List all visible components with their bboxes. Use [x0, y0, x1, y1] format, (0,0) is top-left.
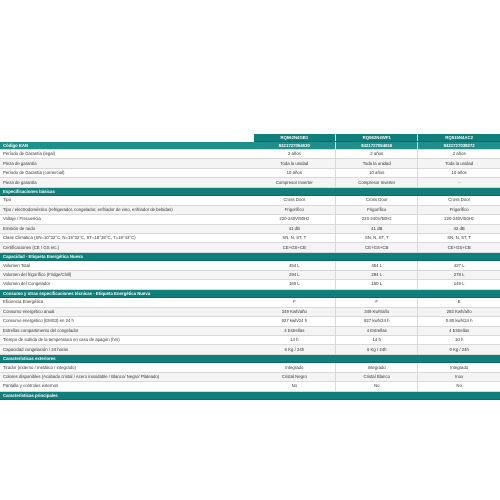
spec-value: F	[254, 298, 336, 307]
spec-value: 8421727038272	[418, 142, 500, 150]
spec-label: Tipo	[0, 196, 254, 205]
spec-label: Certificaciones (CE / GS etc.)	[0, 243, 254, 252]
spec-row	[0, 196, 500, 205]
spec-value: E	[418, 298, 500, 307]
spec-row	[0, 382, 500, 391]
spec-value: 2 años	[254, 150, 336, 159]
spec-value: 220-240V/50Hz	[418, 215, 500, 224]
spec-value: 149 L	[418, 280, 500, 289]
spec-value: 14 h	[254, 335, 336, 344]
spec-value: Compresor Inverter	[254, 178, 336, 187]
spec-label: Código EAN	[0, 142, 254, 150]
section-title: Consumo y otras especificaciones técnicas - Etiqueta Energética Nueva	[0, 289, 500, 298]
spec-value: 160 L	[254, 280, 336, 289]
spec-value: 9 Kg / 24h	[418, 345, 500, 354]
spec-label: Capacidad congelación / 24 horas	[0, 345, 254, 354]
spec-row	[0, 280, 500, 289]
spec-value: Toda la unidad	[336, 159, 418, 168]
spec-value: 160 L	[336, 280, 418, 289]
spec-value: 4 Estrellas	[418, 326, 500, 335]
ean-row	[0, 142, 500, 150]
spec-value: CE+GS+CB	[254, 243, 336, 252]
spec-value: Cross Door	[254, 196, 336, 205]
spec-value: 927 kwh/24 h	[254, 317, 336, 326]
spec-row	[0, 345, 500, 354]
spec-value: 42 dB	[418, 224, 500, 233]
spec-label: Tirador (externo / metálico / integrado)	[0, 363, 254, 372]
spec-value: Compresor Inverter	[336, 178, 418, 187]
section-title: Especificaciones básicas	[0, 187, 500, 196]
spec-label: Pieza de garantía	[0, 178, 254, 187]
spec-value: Cristal Blanco	[336, 372, 418, 381]
spec-label: Volumen del Congelador	[0, 280, 254, 289]
spec-label: Tiempo de subida de la temperatura en caso de apagón (hrs)	[0, 335, 254, 344]
spec-value: 220-240V/50Hz	[254, 215, 336, 224]
spec-label: Período de Garantía (legal)	[0, 150, 254, 159]
spec-row	[0, 205, 500, 214]
spec-label: Clase Climática (SN=10°32°C, N=16°32°C, ST=18°38°C, T=18°43°C)	[0, 234, 254, 243]
spec-label: Estrellas compartimento del congelador	[0, 326, 254, 335]
spec-value: 278 L	[418, 270, 500, 279]
spec-row	[0, 224, 500, 233]
spec-value: 927 kwh/24 h	[336, 317, 418, 326]
model-name: RQ562N4WF1	[336, 134, 418, 142]
spec-value: 8421727054616	[336, 142, 418, 150]
spec-value: SN, N, ST, T	[336, 234, 418, 243]
spec-row	[0, 243, 500, 252]
spec-label: Tipo / electrodoméstico (refrigerador, congelador, enfriador de vino, enfriador de bebidas)	[0, 205, 254, 214]
spec-label: Emisión de ruido	[0, 224, 254, 233]
spec-value: 10 años	[336, 168, 418, 177]
spec-label: Colores disponibles (Acabado cristal / Acero inoxidable / Blanco/ Negro/ Plateado)	[0, 372, 254, 381]
spec-value: No	[418, 382, 500, 391]
spec-row	[0, 150, 500, 159]
model-header-row	[0, 134, 500, 142]
spec-value: Cristal Negro	[254, 372, 336, 381]
spec-table-body	[0, 134, 500, 400]
spec-value: No	[336, 382, 418, 391]
spec-value: 220-240V/50Hz	[336, 215, 418, 224]
spec-label: Período de Garantía (comercial)	[0, 168, 254, 177]
spec-row	[0, 168, 500, 177]
spec-sheet	[0, 134, 500, 400]
spec-row	[0, 326, 500, 335]
spec-value: 14 h	[336, 335, 418, 344]
spec-row	[0, 307, 500, 316]
spec-label: Volumen del frigorífico (Fridge/Chill)	[0, 270, 254, 279]
spec-value: 4 Estrellas	[254, 326, 336, 335]
spec-value: 293 Kwh/año	[418, 307, 500, 316]
spec-table	[0, 134, 500, 400]
spec-value: 349 Kwh/año	[336, 307, 418, 316]
spec-row	[0, 372, 500, 381]
spec-row	[0, 178, 500, 187]
spec-label: Volumen Total	[0, 261, 254, 270]
spec-value: Integrado	[418, 363, 500, 372]
spec-value: Integrado	[254, 363, 336, 372]
spec-value: 454 L	[336, 261, 418, 270]
model-name: RQ562N4GB1	[254, 134, 336, 142]
model-name: RQ515N4AC2	[418, 134, 500, 142]
model-header-blank	[0, 134, 254, 142]
spec-value: Frigorífico	[418, 205, 500, 214]
spec-value: 4 Estrellas	[336, 326, 418, 335]
section-header-row	[0, 354, 500, 363]
section-header-row	[0, 252, 500, 261]
spec-value: 2 años	[418, 150, 500, 159]
spec-value: 349 Kwh/año	[254, 307, 336, 316]
spec-value: Integrado	[336, 363, 418, 372]
spec-value: Frigorífico	[254, 205, 336, 214]
spec-value: 41 dB	[254, 224, 336, 233]
spec-label: Eficiencia Energética	[0, 298, 254, 307]
spec-value: 6 Kg / 24h	[254, 345, 336, 354]
spec-value: 427 L	[418, 261, 500, 270]
section-title: Capacidad - Etiqueta Energética Nueva	[0, 252, 500, 261]
spec-value: -	[418, 178, 500, 187]
spec-row	[0, 298, 500, 307]
section-title: Características exteriores	[0, 354, 500, 363]
spec-value: Toda la unidad	[418, 159, 500, 168]
spec-value: 8421727054630	[254, 142, 336, 150]
spec-value: SN, N, ST, T	[418, 234, 500, 243]
section-header-row	[0, 289, 500, 298]
spec-value: 10 años	[254, 168, 336, 177]
spec-value: CE+GS+CB	[418, 243, 500, 252]
spec-value: 294 L	[254, 270, 336, 279]
spec-value: Cross Door	[418, 196, 500, 205]
spec-row	[0, 215, 500, 224]
spec-row	[0, 317, 500, 326]
spec-value: 10 h	[418, 335, 500, 344]
spec-label: Consumo energético anual	[0, 307, 254, 316]
spec-value: 0.80 kwh/24 h	[418, 317, 500, 326]
spec-value: No	[254, 382, 336, 391]
spec-value: Toda la unidad	[254, 159, 336, 168]
spec-label: Voltaje / Frecuencia	[0, 215, 254, 224]
section-header-row	[0, 391, 500, 400]
spec-label: Pieza de garantía	[0, 159, 254, 168]
spec-value: SN, N, ST, T	[254, 234, 336, 243]
spec-row	[0, 159, 500, 168]
spec-value: Inox	[418, 372, 500, 381]
spec-value: 6 Kg / 24h	[336, 345, 418, 354]
spec-value: 294 L	[336, 270, 418, 279]
spec-value: 10 años	[418, 168, 500, 177]
spec-row	[0, 363, 500, 372]
spec-value: 41 dB	[336, 224, 418, 233]
spec-row	[0, 234, 500, 243]
spec-value: F	[336, 298, 418, 307]
spec-value: CE+GS+CB	[336, 243, 418, 252]
section-title: Características principales	[0, 391, 500, 400]
spec-value: Frigorífico	[336, 205, 418, 214]
section-header-row	[0, 187, 500, 196]
spec-value: 454 L	[254, 261, 336, 270]
spec-label: Pantalla y controles externos	[0, 382, 254, 391]
spec-label: Consumo energético (EMS3) en 24 h	[0, 317, 254, 326]
spec-row	[0, 270, 500, 279]
spec-row	[0, 335, 500, 344]
spec-value: Cross Door	[336, 196, 418, 205]
spec-value: 2 años	[336, 150, 418, 159]
spec-row	[0, 261, 500, 270]
